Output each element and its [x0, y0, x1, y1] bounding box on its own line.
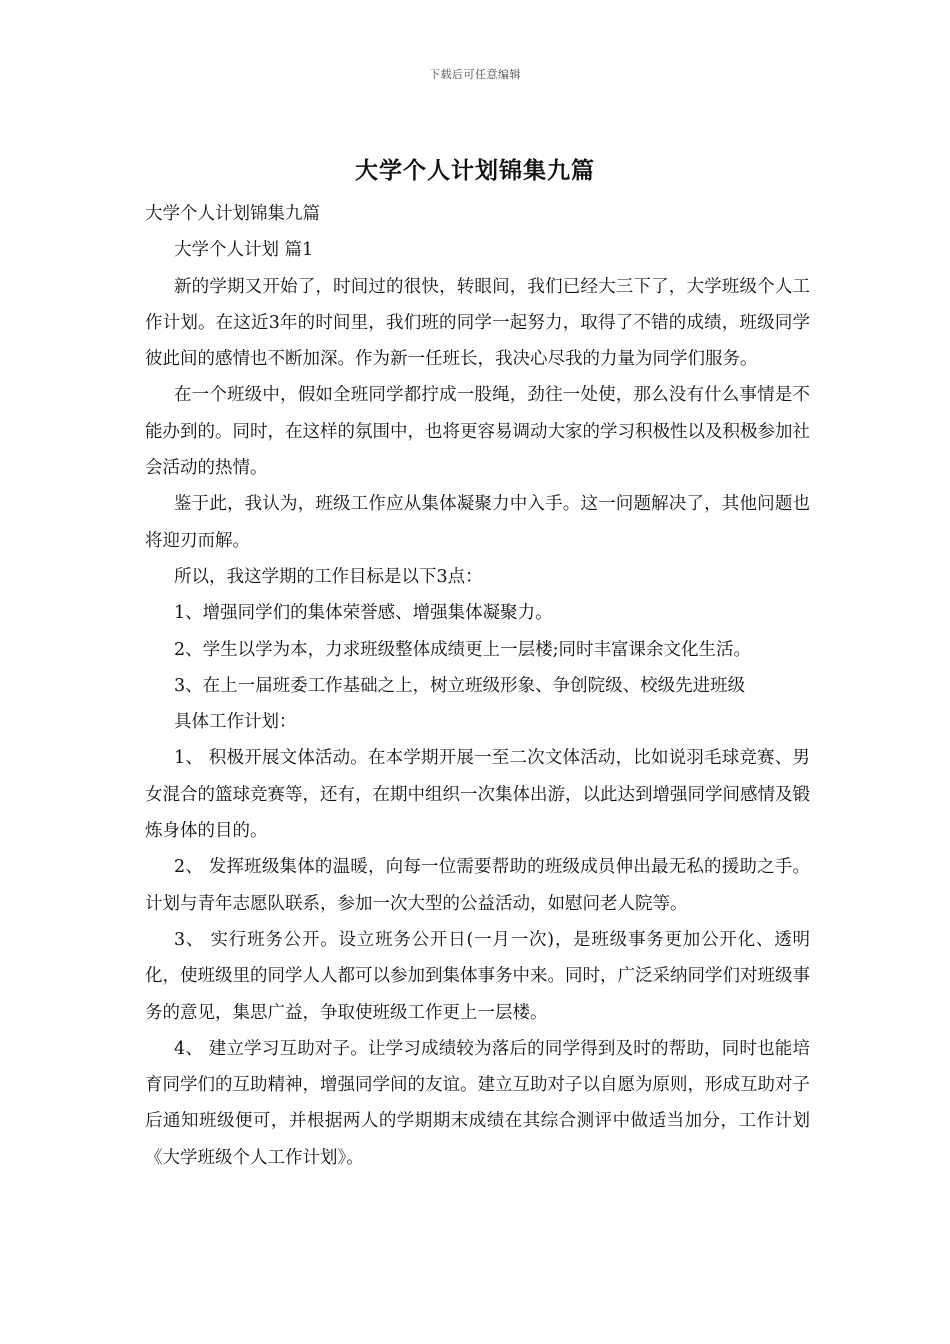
header-note: 下载后可任意编辑 [429, 68, 521, 81]
paragraph: 大学个人计划锦集九篇 [145, 204, 320, 224]
paragraph: 3、 实行班务公开。设立班务公开日(一月一次)，是班级事务更加公开化、透明化，使班级里的同学人人都可以参加到集体事务中来。同时，广泛采纳同学们对班级事务的意见，集思广益，争取使班级工作更上一层楼。 [145, 929, 810, 1023]
paragraph: 鉴于此，我认为，班级工作应从集体凝聚力中入手。这一问题解决了，其他问题也将迎刃而解。 [145, 494, 810, 551]
paragraph: 1、 积极开展文体活动。在本学期开展一至二次文体活动，比如说羽毛球竞赛、男女混合的篮球竞赛等，还有，在期中组织一次集体出游，以此达到增强同学间感情及锻炼身体的目的。 [145, 748, 810, 842]
paragraph: 2、学生以学为本，力求班级整体成绩更上一层楼;同时丰富课余文化生活。 [174, 639, 752, 660]
paragraph: 具体工作计划： [174, 712, 297, 733]
paragraph: 新的学期又开始了，时间过的很快，转眼间，我们已经大三下了，大学班级个人工作计划。在这近3年的时间里，我们班的同学一起努力，取得了不错的成绩，班级同学彼此间的感情也不断加深。作为新一任班长，我决心尽我的力量为同学们服务。 [145, 276, 810, 370]
document-title: 大学个人计划锦集九篇 [355, 157, 595, 184]
paragraph: 2、 发挥班级集体的温暖，向每一位需要帮助的班级成员伸出最无私的援助之手。计划与青年志愿队联系，参加一次大型的公益活动，如慰问老人院等。 [145, 857, 810, 914]
paragraph: 所以，我这学期的工作目标是以下3点： [174, 566, 483, 587]
paragraph: 3、在上一届班委工作基础之上，树立班级形象、争创院级、校级先进班级 [174, 675, 746, 696]
document-body [145, 196, 810, 1176]
paragraph: 在一个班级中，假如全班同学都拧成一股绳，劲往一处使，那么没有什么事情是不能办到的。同时，在这样的氛围中，也将更容易调动大家的学习积极性以及积极参加社会活动的热情。 [145, 385, 810, 479]
paragraph: 1、增强同学们的集体荣誉感、增强集体凝聚力。 [174, 603, 553, 624]
paragraph: 大学个人计划 篇1 [174, 240, 314, 261]
paragraph: 4、 建立学习互助对子。让学习成绩较为落后的同学得到及时的帮助，同时也能培育同学们的互助精神，增强同学间的友谊。建立互助对子以自愿为原则，形成互助对子后通知班级便可，并根据两人的学期期末成绩在其综合测评中做适当加分，工作计划《大学班级个人工作计划》。 [145, 1038, 810, 1168]
